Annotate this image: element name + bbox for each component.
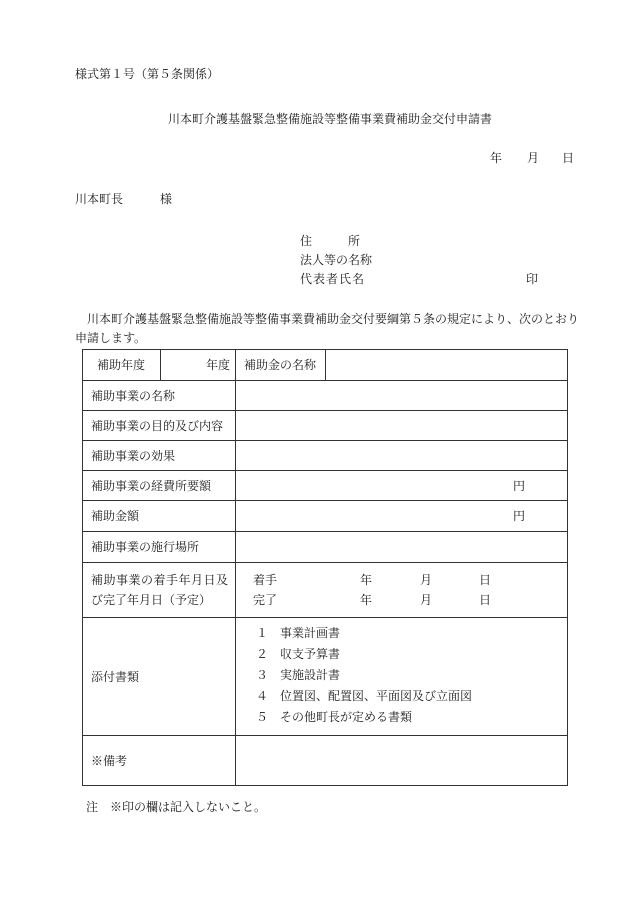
representative-name-label: 代表者氏名 — [300, 272, 366, 286]
subsidy-amount-label: 補助金額 — [83, 501, 236, 532]
yen-unit: 円 — [512, 478, 525, 493]
start-label: 着手 — [253, 573, 278, 587]
subsidy-name-field[interactable] — [326, 350, 568, 381]
complete-day-label: 日 — [479, 593, 492, 607]
start-year-label: 年 — [360, 573, 373, 587]
schedule-label — [83, 563, 236, 618]
purpose-field[interactable] — [236, 411, 568, 441]
purpose-label: 補助事業の目的及び内容 — [83, 411, 236, 441]
date-year-label: 年 — [490, 151, 503, 165]
attachment-item: ５ その他町長が定める書類 — [256, 709, 413, 724]
location-label: 補助事業の施行場所 — [83, 532, 236, 563]
schedule-field[interactable] — [236, 563, 568, 618]
attachment-item: １ 事業計画書 — [256, 625, 341, 640]
start-month-label: 月 — [420, 573, 433, 587]
schedule-label-line2: び完了年月日（予定） — [91, 593, 212, 607]
project-name-label: 補助事業の名称 — [83, 381, 236, 411]
cost-field[interactable] — [236, 471, 568, 501]
attachment-item: ３ 実施設計書 — [256, 667, 341, 682]
attachments-label: 添付書類 — [83, 618, 236, 736]
complete-month-label: 月 — [420, 593, 433, 607]
yen-unit: 円 — [512, 509, 525, 523]
corp-name-label: 法人等の名称 — [300, 253, 373, 267]
honorific: 様 — [160, 192, 173, 206]
schedule-label-line1: 補助事業の着手年月日及 — [91, 573, 229, 587]
complete-label: 完了 — [253, 593, 278, 607]
date-month-label: 月 — [527, 151, 540, 165]
attachment-item: ２ 収支予算書 — [256, 646, 341, 661]
project-name-field[interactable] — [236, 381, 568, 411]
remarks-field[interactable] — [236, 736, 568, 786]
remarks-label: ※備考 — [83, 736, 236, 786]
fiscal-year-label: 補助年度 — [83, 350, 161, 381]
subsidy-name-label: 補助金の名称 — [236, 350, 326, 381]
document-title: 川本町介護基盤緊急整備施設等整備事業費補助金交付申請書 — [168, 112, 493, 126]
form-number: 様式第１号（第５条関係） — [75, 67, 220, 81]
cost-label: 補助事業の経費所要額 — [83, 471, 236, 501]
footnote: 注 ※印の欄は記入しないこと。 — [86, 800, 267, 814]
fiscal-year-unit: 年度 — [161, 350, 236, 381]
attachments-list — [236, 618, 568, 736]
date-day-label: 日 — [562, 151, 575, 165]
subsidy-amount-field[interactable] — [236, 501, 568, 532]
attachment-item: ４ 位置図、配置図、平面図及び立面図 — [256, 688, 473, 703]
location-field[interactable] — [236, 532, 568, 563]
addressee: 川本町長 — [75, 192, 124, 206]
body-text-line2: 申請します。 — [75, 331, 147, 345]
address-label: 住 所 — [300, 234, 361, 248]
start-day-label: 日 — [479, 573, 492, 587]
complete-year-label: 年 — [360, 593, 373, 607]
effect-label: 補助事業の効果 — [83, 441, 236, 471]
application-table — [82, 349, 568, 786]
seal-mark: 印 — [526, 272, 539, 286]
body-text-line1: 川本町介護基盤緊急整備施設等整備事業費補助金交付要綱第５条の規定により、次のとおり — [87, 312, 580, 326]
effect-field[interactable] — [236, 441, 568, 471]
